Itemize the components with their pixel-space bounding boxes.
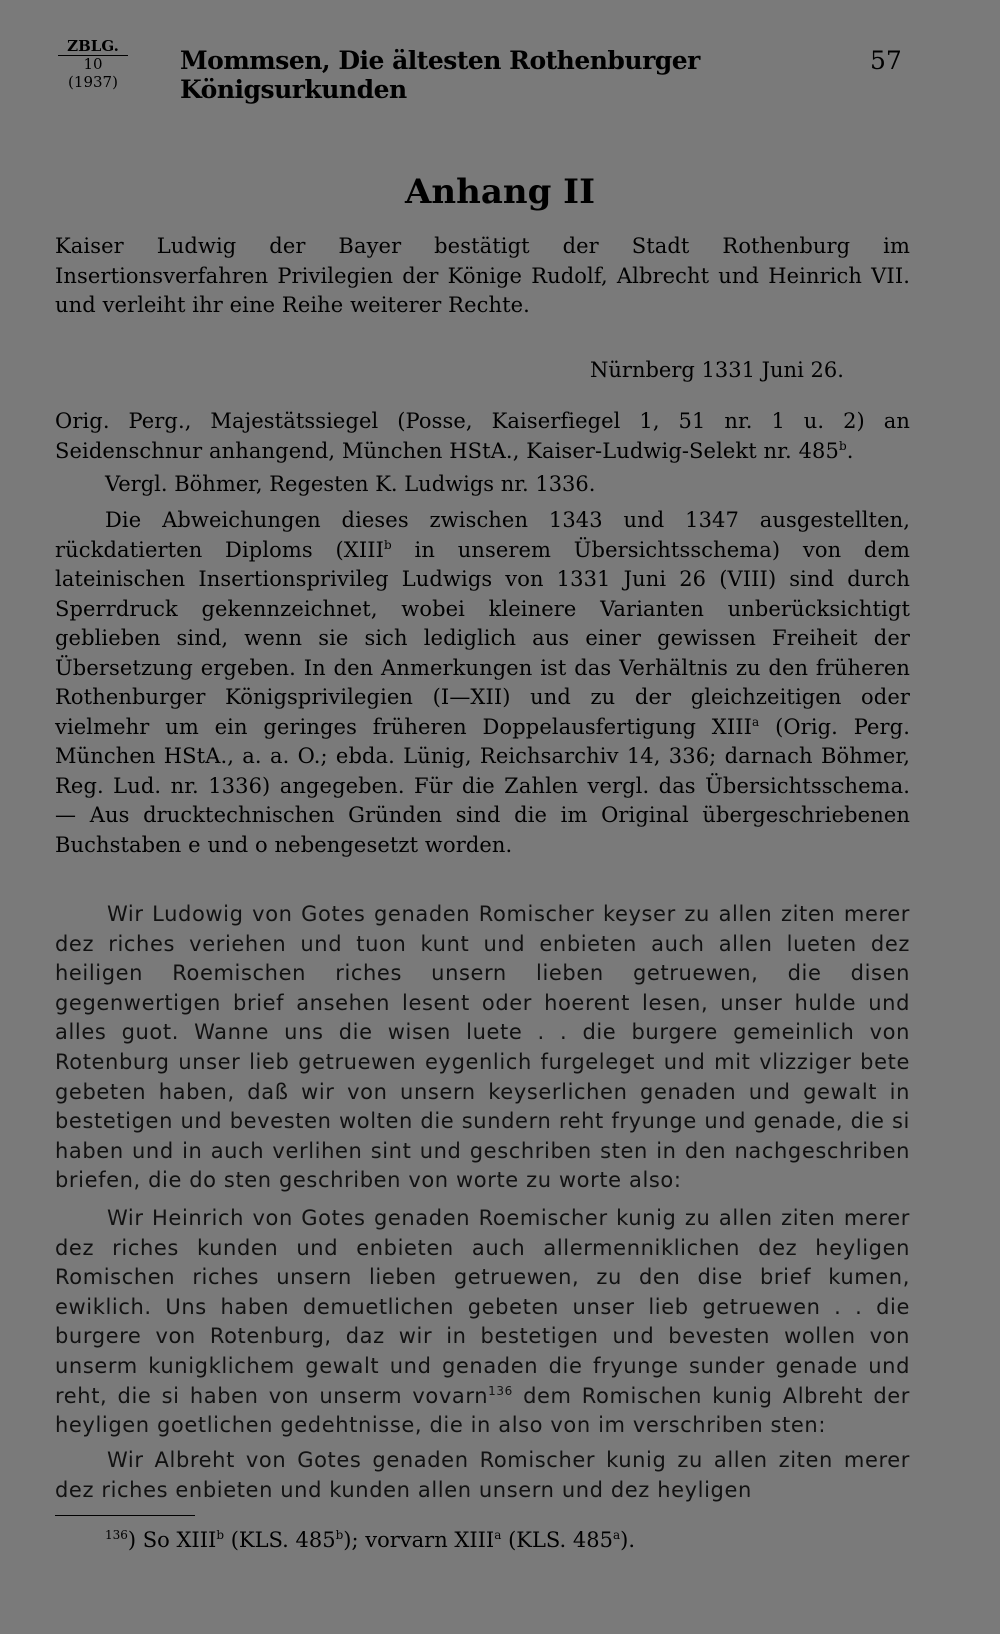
notes-1-sup: b: [384, 537, 392, 552]
footnote-divider: [55, 1515, 195, 1516]
source-sup: b: [838, 438, 847, 453]
fn-s1: b: [216, 1528, 225, 1542]
charter-paragraph-albrecht: Wir Albreht von Gotes genaden Romischer kunig zu allen ziten merer dez riches enbieten und kunden allen unsern und dez heyligen: [55, 1448, 910, 1502]
source-text: Orig. Perg., Majestätssiegel (Posse, Kaiserfiegel 1, 51 nr. 1 u. 2) an Seidenschnur anhangend, München HStA., Kaiser-Ludwig-Selekt nr. 485: [55, 409, 910, 463]
notes-1a: Die Abweichungen dieses zwischen 1343 und 1347 ausgestellten, rückdatierten Diploms (XIII: [55, 508, 910, 562]
compare-reference: Vergl. Böhmer, Regesten K. Ludwigs nr. 1336.: [105, 472, 596, 496]
source-description: [55, 407, 910, 466]
document-summary: Kaiser Ludwig der Bayer bestätigt der Stadt Rothenburg im Insertionsverfahren Privilegien der Könige Rudolf, Albrecht und Heinrich VII. und verleiht ihr eine Reihe weiterer Rechte.: [55, 234, 910, 317]
fn-t3: ); vorvarn XIII: [343, 1528, 495, 1552]
appendix-title: Anhang II: [405, 172, 595, 212]
notes-2-sup: a: [752, 714, 760, 729]
fn-t4: (KLS. 485: [501, 1528, 613, 1552]
footnote-136: [105, 1528, 905, 1552]
para-2b: dem Romischen kunig Albreht der heyligen goetlichen gedehtnisse, die in also von im verschriben sten:: [55, 1383, 910, 1438]
fn-s2: b: [335, 1528, 344, 1542]
footnote-number: 136: [105, 1528, 128, 1542]
running-title: Mommsen, Die ältesten Rothenburger Königsurkunden: [180, 46, 700, 104]
fn-s3: a: [494, 1528, 502, 1542]
editorial-notes: [55, 506, 910, 860]
fn-t2: (KLS. 485: [224, 1528, 336, 1552]
notes-1b: in unserem Übersichtsschema) von dem lateinischen Insertionsprivileg Ludwigs von 1331 Juni 26 (VIII) sind durch Sperrdruck gekennzeichnet, wobei kleinere Varianten unberücksichtigt geblieben sind, wenn sie sich lediglich aus einer gewissen Freiheit der Übersetzung ergeben.: [55, 537, 910, 680]
fn-s4: a: [612, 1528, 621, 1542]
footnote-ref-136: 136: [488, 1383, 513, 1398]
notes-2b: (Orig. Perg. München HStA., a. a. O.; ebda. Lünig, Reichsarchiv 14, 336; darnach Böhmer, Reg. Lud. nr. 1336) angegeben. Für die Zahlen vergl. das Übersichtsschema. — Aus drucktechnischen Gründen sind die im Original übergeschriebenen Buchstaben e und o nebengesetzt worden.: [55, 714, 910, 857]
volume-abbrev: ZBLG.: [58, 38, 128, 56]
notes-2a: In den Anmerkungen ist das Verhältnis zu den früheren Rothenburger Königsprivilegien (I—XII) und zu der gleichzeitigen oder vielmehr um ein geringes früheren Doppelausfertigung XIII: [55, 655, 910, 739]
volume-reference: [58, 38, 128, 91]
page-number: 57: [870, 46, 902, 75]
charter-paragraph-heinrich: [55, 1204, 910, 1441]
para-2a: Wir Heinrich von Gotes genaden Roemischer kunig zu allen ziten merer dez riches kunden und enbieten auch allermenniklichen dez heyligen Romischen riches unsern lieben getruewen, zu den dise brief kumen, ewiklich. Uns haben demuetlichen gebeten unser lieb getruewen . . die burgere von Rotenburg, daz wir in bestetigen und bevesten wollen von unserm kunigklichem gewalt und genaden die fryunge sunder genade und reht, die si haben von unserm vovarn: [55, 1206, 910, 1408]
fn-t5: ).: [620, 1528, 635, 1552]
charter-paragraph-ludwig: Wir Ludowig von Gotes genaden Romischer keyser zu allen ziten merer dez riches veriehen und tuon kunt und enbieten auch allen lueten dez heiligen Roemischen riches unsern lieben getruewen, die disen gegenwertigen brief ansehen lesent oder hoerent lesen, unser hulde und alles guot. Wanne uns die wisen luete . . die burgere gemeinlich von Rotenburg unser lieb getruewen eygenlich furgeleget und mit vlizziger bete gebeten haben, daß wir von unsern keyserlichen genaden und gewalt in bestetigen und bevesten wolten die sundern reht fryunge und genade, die si haben und in auch verlihen sint und geschriben sten in den nachgeschriben briefen, die do sten geschriben von worte zu worte also:: [55, 902, 910, 1193]
volume-year: 10 (1937): [68, 55, 118, 91]
place-date: Nürnberg 1331 Juni 26.: [590, 358, 844, 382]
fn-t1: ) So XIII: [127, 1528, 217, 1552]
source-end: .: [846, 438, 854, 463]
